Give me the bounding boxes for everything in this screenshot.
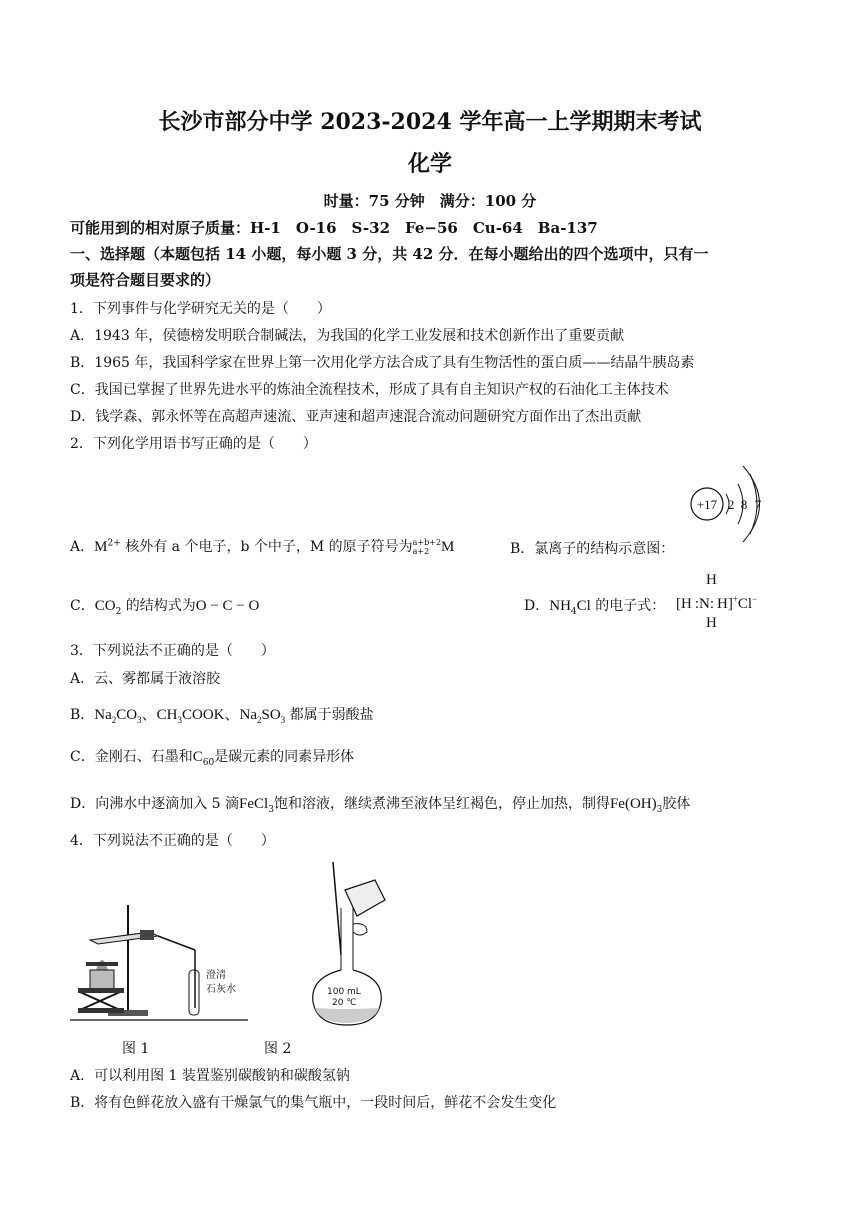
q3-option-d: D．向沸水中逐滴加入 5 滴FeCl$_3$饱和溶液，继续煮沸至液体呈红褐色，停止加热，制得$Fe(OH)_3$胶体 [70,796,691,815]
q1-option-c: C．我国已掌握了世界先进水平的炼油全流程技术，形成了具有自主知识产权的石油化工主体技术 [70,382,669,398]
fig2-tag-line1: 100 mL [327,987,361,997]
q2-option-b: B．氯离子的结构示意图： [510,541,675,557]
q2-option-c: C．$CO_2$ 的结构式为O − C − O [70,598,260,617]
q1-option-a: A．1943 年，侯德榜发明联合制碱法，为我国的化学工业发展和技术创新作出了重要贡献 [70,328,625,344]
electron-formula-h-bottom: H [706,615,717,631]
figure-2-flask [305,860,405,1030]
q3-stem: 3．下列说法不正确的是（ ） [70,643,275,659]
fig1-tag-line2: 石灰水 [206,984,236,995]
shell-2: 8 [740,497,748,512]
chloride-ion-diagram [680,458,790,550]
fig2-tag-line2: 20 ℃ [332,998,357,1008]
q4-option-a: A．可以利用图 1 装置鉴别碳酸钠和碳酸氢钠 [70,1068,350,1084]
q4-stem: 4．下列说法不正确的是（ ） [70,833,275,849]
figure-2-label: 图 2 [264,1041,292,1057]
q3-option-a: A．云、雾都属于液溶胶 [70,671,221,687]
exam-title: 长沙市部分中学 2023-2024 学年高一上学期期末考试 [158,109,702,135]
electron-formula-h-top: H [706,572,717,588]
section-heading-line2: 项是符合题目要求的） [70,271,221,289]
q1-option-b: B．1965 年，我国科学家在世界上第一次用化学方法合成了具有生物活性的蛋白质——结晶牛胰岛素 [70,355,695,371]
section-heading-line1: 一、选择题（本题包括 14 小题，每小题 3 分，共 42 分．在每小题给出的四个选项中，只有一 [70,245,709,263]
nucleus-label: +17 [696,497,718,512]
q3-option-c: C．金刚石、石墨和$C_{60}$是碳元素的同素异形体 [70,749,355,768]
figure-1-apparatus [70,900,250,1025]
q2-option-a: A．$M^{2+}$ 核外有 a 个电子，b 个中子，M 的原子符号为a+b+2 a+2 M [70,538,455,556]
q1-option-d: D．钱学森、郭永怀等在高超声速流、亚声速和超声速混合流动问题研究方面作出了杰出贡献 [70,409,642,425]
figure-1-label: 图 1 [122,1041,150,1057]
shell-3: 7 [754,497,762,512]
q3-option-b: B．$Na_2CO_3$、$CH_3COOK$、$Na_2SO_3$ 都属于弱酸盐 [70,707,374,725]
subject-title: 化学 [407,151,452,177]
exam-meta: 时量：75 分钟 满分：100 分 [323,192,537,210]
q4-option-b: B．将有色鲜花放入盛有干燥氯气的集气瓶中，一段时间后，鲜花不会发生变化 [70,1095,557,1111]
q2-option-d: D．$NH_4Cl$ 的电子式： [524,598,666,617]
electron-formula: [H :N: H]+Cl− [676,594,758,612]
fig1-tag-line1: 澄清 [206,970,226,981]
atomic-masses: 可能用到的相对原子质量：H-1 O-16 S-32 Fe−56 Cu-64 Ba-137 [70,219,598,237]
shell-1: 2 [727,497,735,512]
q2-stem: 2．下列化学用语书写正确的是（ ） [70,436,317,452]
q1-stem: 1．下列事件与化学研究无关的是（ ） [70,301,331,317]
